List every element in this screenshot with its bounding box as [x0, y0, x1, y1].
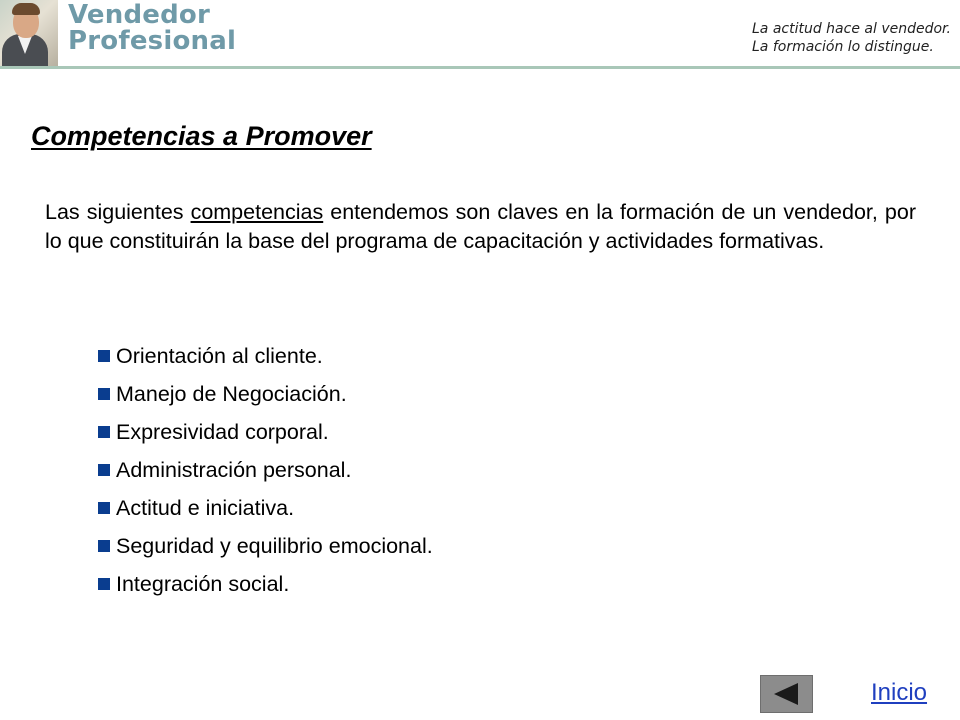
list-item-label: Actitud e iniciativa.	[116, 495, 295, 520]
square-bullet-icon	[98, 464, 110, 476]
back-button[interactable]	[760, 675, 813, 713]
list-item	[98, 337, 433, 375]
list-item-label: Expresividad corporal.	[116, 419, 329, 444]
triangle-left-icon	[774, 683, 798, 705]
header-divider	[0, 66, 960, 69]
list-item-label: Administración personal.	[116, 457, 352, 482]
list-item	[98, 413, 433, 451]
list-item-label: Manejo de Negociación.	[116, 381, 347, 406]
home-link[interactable]: Inicio	[871, 679, 928, 706]
brand-logo	[68, 2, 236, 54]
intro-text-start: Las siguientes	[45, 200, 191, 224]
header	[0, 0, 960, 68]
intro-text-end: entendemos son claves en la formación de un vendedor, por lo que constituirán la base del programa de capacitación y actividades formativas.	[45, 200, 916, 253]
list-item	[98, 375, 433, 413]
list-item-label: Seguridad y equilibrio emocional.	[116, 533, 433, 558]
competencias-link[interactable]: competencias	[190, 200, 324, 224]
intro-paragraph	[45, 198, 916, 256]
brand-line-2: Profesional	[68, 26, 237, 56]
tagline	[752, 20, 951, 56]
salesman-photo	[0, 0, 58, 66]
list-item	[98, 565, 433, 603]
square-bullet-icon	[98, 540, 110, 552]
page-title: Competencias a Promover	[31, 121, 372, 151]
list-item-label: Orientación al cliente.	[116, 343, 323, 368]
competencies-list	[98, 337, 433, 603]
tagline-line-2: La formación lo distingue.	[752, 39, 934, 55]
square-bullet-icon	[98, 578, 110, 590]
square-bullet-icon	[98, 388, 110, 400]
list-item	[98, 451, 433, 489]
list-item	[98, 489, 433, 527]
list-item	[98, 527, 433, 565]
square-bullet-icon	[98, 426, 110, 438]
tagline-line-1: La actitud hace al vendedor.	[752, 21, 951, 37]
brand-line-1: Vendedor	[68, 0, 210, 30]
square-bullet-icon	[98, 502, 110, 514]
list-item-label: Integración social.	[116, 571, 290, 596]
square-bullet-icon	[98, 350, 110, 362]
